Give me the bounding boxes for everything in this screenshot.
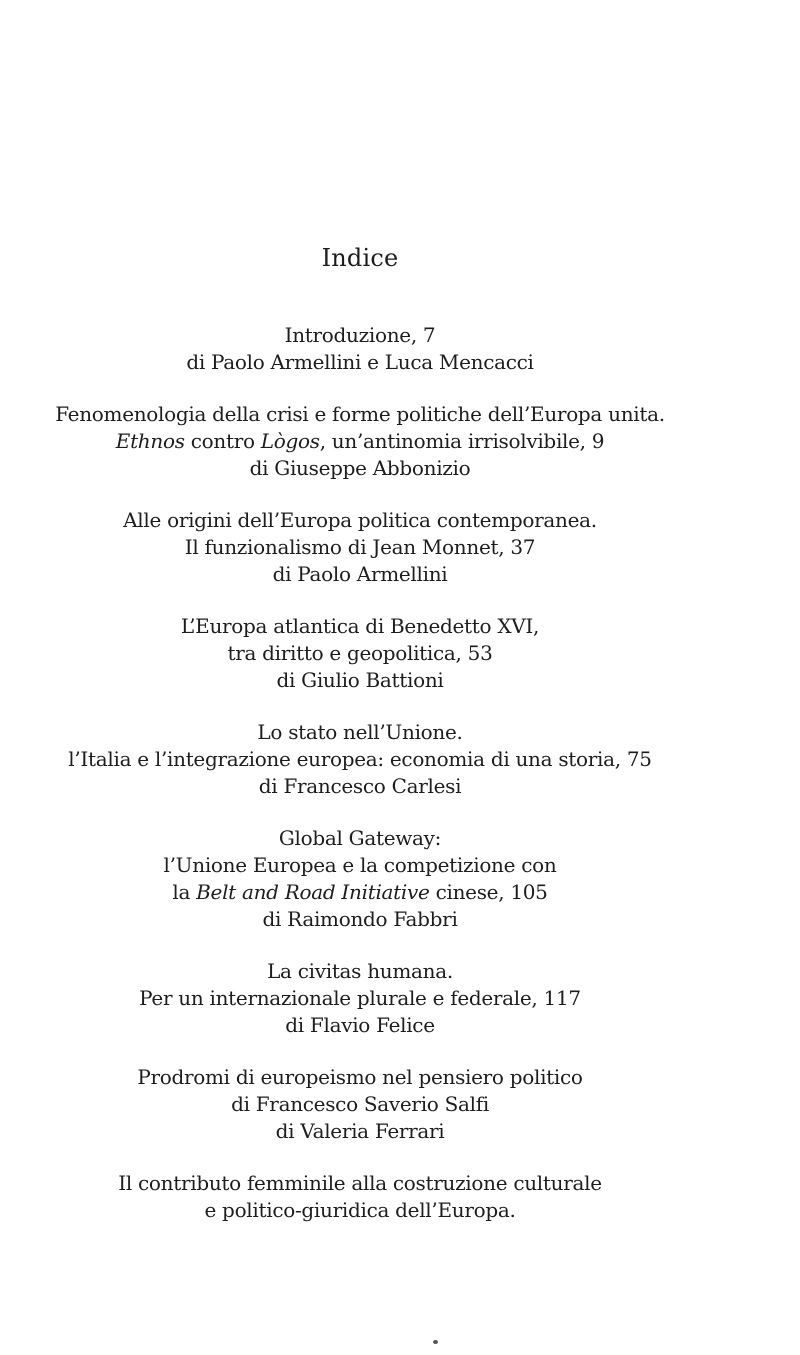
toc-text: e politico-giuridica dell’Europa. <box>204 1198 516 1222</box>
toc-italic-text: Lògos <box>260 429 320 453</box>
toc-entry-line <box>0 561 720 588</box>
toc-text: Fenomenologia della crisi e forme politiche dell’Europa unita. <box>55 402 665 426</box>
toc-text: di Francesco Carlesi <box>258 774 462 798</box>
toc-text: Il contributo femminile alla costruzione culturale <box>118 1171 602 1195</box>
toc-entry-line <box>0 667 720 694</box>
toc-entry-line <box>0 1197 720 1224</box>
toc-text: la <box>172 880 197 904</box>
toc-text: di Francesco Saverio Salfi <box>231 1092 489 1116</box>
toc-entry-line <box>0 879 720 906</box>
toc-entry-line <box>0 906 720 933</box>
toc-entry-line <box>0 1091 720 1118</box>
toc-entry-line <box>0 640 720 667</box>
toc-entry-line <box>0 322 720 349</box>
toc-text: Global Gateway: <box>278 826 442 850</box>
toc-entry-line <box>0 825 720 852</box>
toc-entry <box>0 958 720 1039</box>
toc-entry-line <box>0 958 720 985</box>
table-of-contents <box>0 322 720 1249</box>
toc-italic-text: Ethnos <box>115 429 185 453</box>
toc-entry-line <box>0 719 720 746</box>
toc-text: Prodromi di europeismo nel pensiero politico <box>137 1065 583 1089</box>
toc-entry-line <box>0 1064 720 1091</box>
toc-entry-line <box>0 401 720 428</box>
toc-text: di Giuseppe Abbonizio <box>249 456 471 480</box>
toc-entry-line <box>0 773 720 800</box>
toc-entry-line <box>0 746 720 773</box>
toc-entry-line <box>0 455 720 482</box>
toc-entry <box>0 1170 720 1224</box>
toc-entry-line <box>0 1118 720 1145</box>
toc-italic-text: Belt and Road Initiative <box>196 880 430 904</box>
toc-text: La civitas humana. <box>267 959 453 983</box>
toc-text: di Paolo Armellini e Luca Mencacci <box>186 350 534 374</box>
toc-entry-line <box>0 985 720 1012</box>
toc-entry-line <box>0 534 720 561</box>
toc-text: di Valeria Ferrari <box>275 1119 445 1143</box>
toc-text: l’Italia e l’integrazione europea: economia di una storia, 75 <box>68 747 652 771</box>
toc-entry-line <box>0 507 720 534</box>
page-speck <box>433 1340 438 1344</box>
toc-text: Alle origini dell’Europa politica contemporanea. <box>123 508 597 532</box>
toc-entry-line <box>0 852 720 879</box>
toc-text: di Giulio Battioni <box>276 668 444 692</box>
toc-text: di Flavio Felice <box>285 1013 435 1037</box>
toc-entry-line <box>0 349 720 376</box>
toc-text: l’Unione Europea e la competizione con <box>163 853 557 877</box>
toc-entry-line <box>0 428 720 455</box>
toc-text: di Paolo Armellini <box>272 562 448 586</box>
toc-text: di Raimondo Fabbri <box>262 907 458 931</box>
toc-entry-line <box>0 1012 720 1039</box>
toc-text: Il funzionalismo di Jean Monnet, 37 <box>184 535 536 559</box>
toc-text: Introduzione, 7 <box>284 323 436 347</box>
toc-entry <box>0 719 720 800</box>
toc-text: cinese, 105 <box>429 880 548 904</box>
toc-entry <box>0 613 720 694</box>
toc-entry-line <box>0 613 720 640</box>
toc-text: L’Europa atlantica di Benedetto XVI, <box>180 614 540 638</box>
page-title: Indice <box>321 244 399 272</box>
toc-entry <box>0 507 720 588</box>
toc-text: , un’antinomia irrisolvibile, 9 <box>319 429 605 453</box>
toc-entry <box>0 1064 720 1145</box>
toc-text: Lo stato nell’Unione. <box>257 720 463 744</box>
toc-entry <box>0 825 720 933</box>
toc-text: tra diritto e geopolitica, 53 <box>227 641 493 665</box>
toc-entry <box>0 322 720 376</box>
toc-entry-line <box>0 1170 720 1197</box>
toc-text: contro <box>184 429 261 453</box>
toc-entry <box>0 401 720 482</box>
toc-text: Per un internazionale plurale e federale, 117 <box>139 986 581 1010</box>
